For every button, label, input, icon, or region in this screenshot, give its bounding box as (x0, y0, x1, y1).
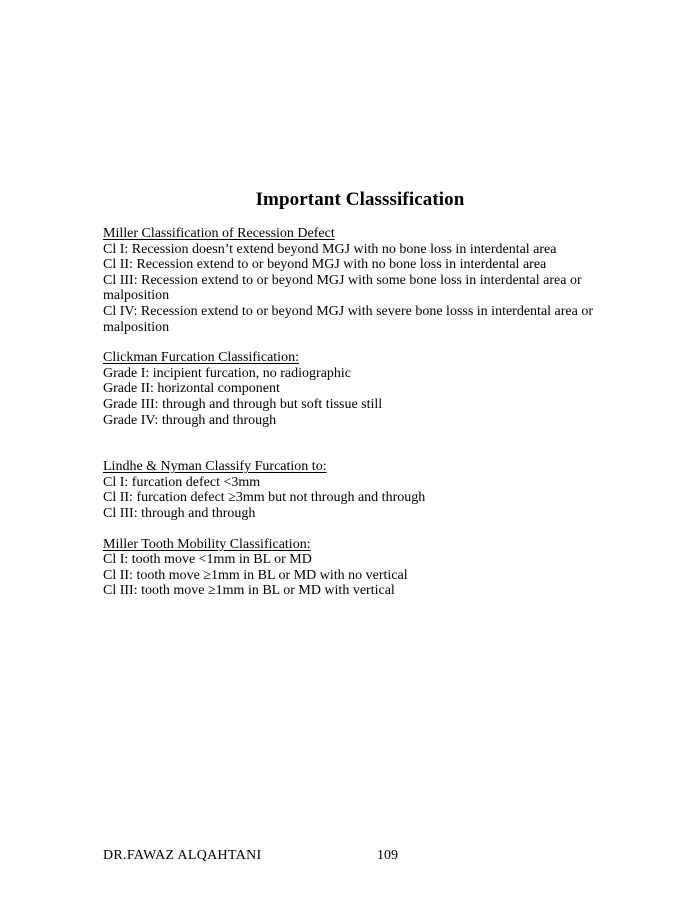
list-item: Cl II: Recession extend to or beyond MGJ with no bone loss in interdental area (103, 257, 547, 273)
list-item: Cl I: Recession doesn’t extend beyond MGJ with no bone loss in interdental area (103, 241, 557, 257)
footer-author: DR.FAWAZ ALQAHTANI (103, 848, 262, 863)
section-heading: Clickman Furcation Classification: (103, 350, 299, 366)
section-heading: Lindhe & Nyman Classify Furcation to: (103, 459, 327, 475)
list-item: Cl III: Recession extend to or beyond MGJ with some bone loss in interdental area or malposition (103, 272, 582, 304)
list-item: Grade III: through and through but soft tissue still (103, 396, 383, 412)
section-miller-recession (103, 226, 603, 335)
list-item: Cl I: furcation defect <3mm (103, 474, 261, 490)
list-item: Cl III: tooth move ≥1mm in BL or MD with vertical (103, 583, 395, 599)
section-miller-mobility (103, 537, 603, 599)
list-item: Cl I: tooth move <1mm in BL or MD (103, 552, 312, 568)
section-clickman-furcation (103, 350, 603, 428)
section-heading: Miller Tooth Mobility Classification: (103, 536, 311, 552)
list-item: Cl II: tooth move ≥1mm in BL or MD with no vertical (103, 567, 408, 583)
section-heading: Miller Classification of Recession Defect (103, 226, 335, 241)
section-lindhe-nyman-furcation (103, 459, 603, 521)
page-title: Important Classsification (255, 189, 465, 210)
list-item: Cl IV: Recession extend to or beyond MGJ with severe bone losss in interdental area or malposition (103, 303, 594, 335)
list-item: Grade II: horizontal component (103, 381, 280, 397)
page-number: 109 (377, 848, 398, 863)
document-body (103, 226, 603, 599)
list-item: Cl II: furcation defect ≥3mm but not through and through (103, 490, 426, 506)
list-item: Grade IV: through and through (103, 412, 277, 428)
list-item: Grade I: incipient furcation, no radiographic (103, 365, 352, 381)
list-item: Cl III: through and through (103, 505, 256, 521)
